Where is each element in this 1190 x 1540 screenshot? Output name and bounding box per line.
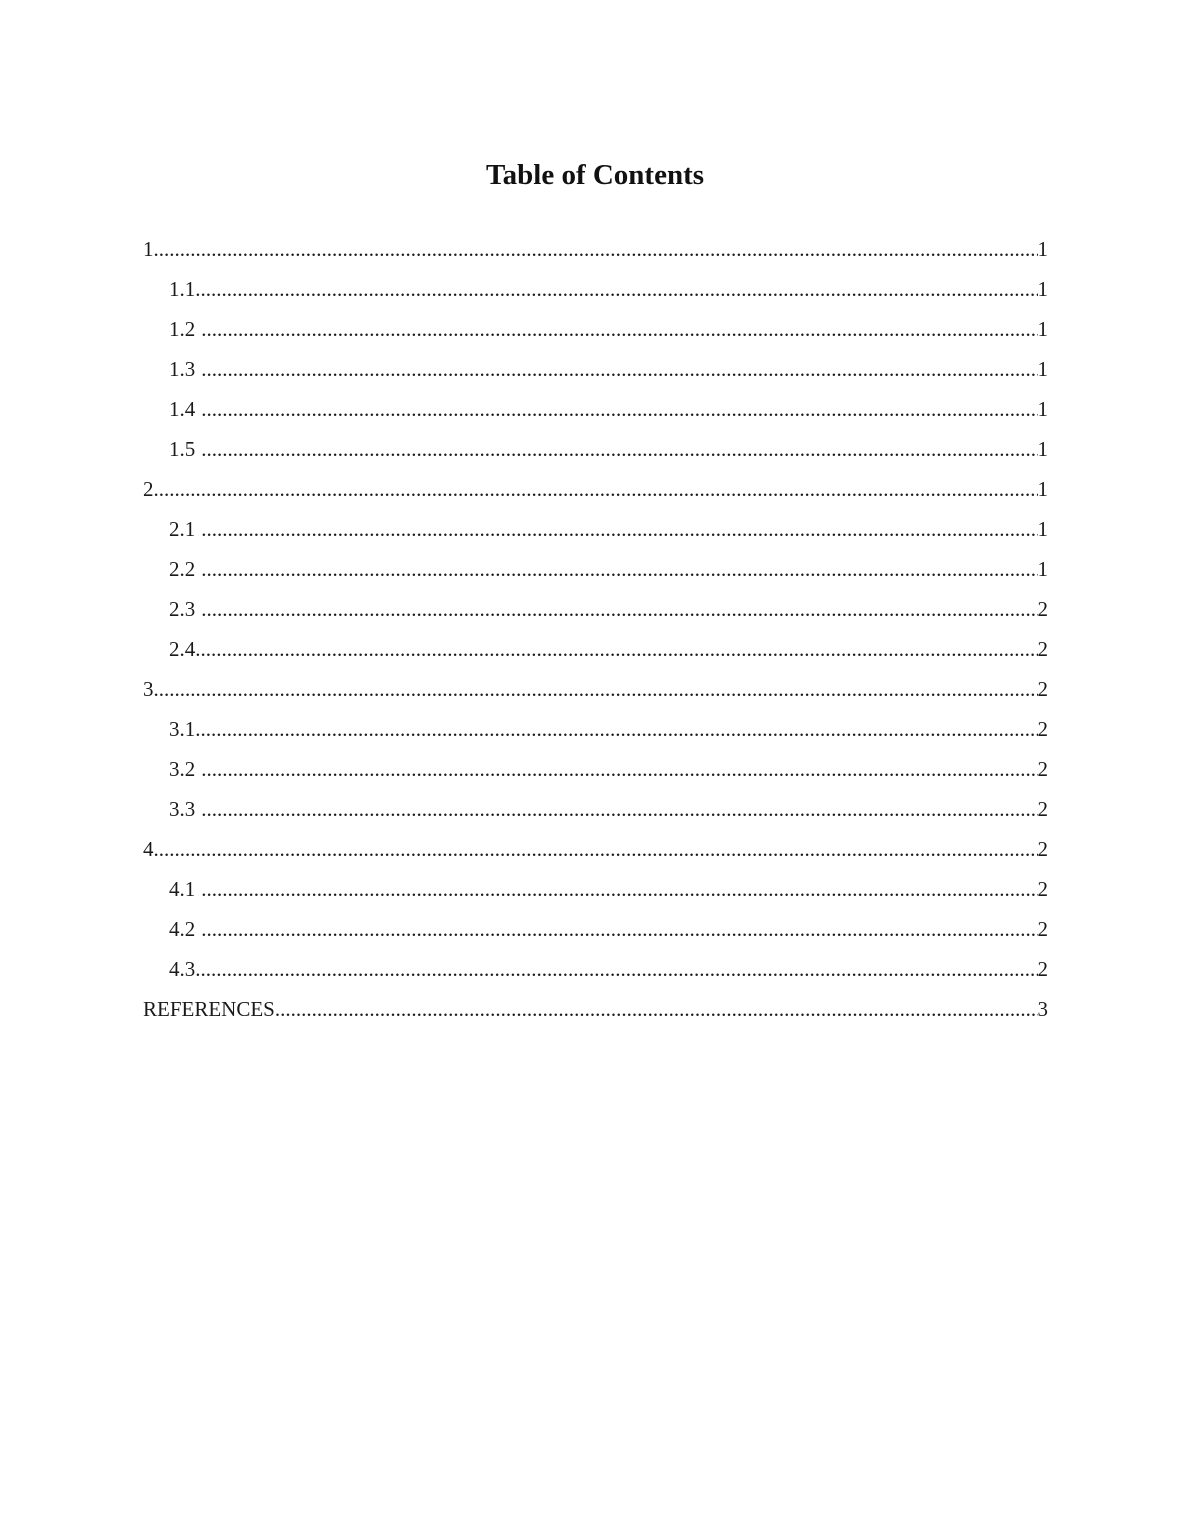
toc-entry[interactable]: [143, 829, 1048, 869]
toc-entry-label: 3.1: [169, 716, 196, 741]
toc-page-number: 2: [1037, 756, 1048, 781]
toc-page-number: 2: [1037, 796, 1048, 821]
toc-entry-label: 2.2: [169, 556, 196, 581]
toc-entry[interactable]: [143, 429, 1048, 469]
toc-entry-label: 4: [143, 836, 154, 861]
toc-entry-label: 1: [143, 236, 154, 261]
toc-entry[interactable]: [143, 469, 1048, 509]
toc-entry-label: 1.1: [169, 276, 196, 301]
toc-leader-dots: [201, 789, 1037, 829]
toc-entry-label: 4.2: [169, 916, 196, 941]
toc-leader-dots: [195, 269, 1037, 309]
toc-entry[interactable]: [143, 869, 1048, 909]
toc-entry-label: 2.1: [169, 516, 196, 541]
toc-page-number: 1: [1037, 556, 1048, 581]
toc-leader-dots: [195, 629, 1037, 669]
toc-entry-label: 2.4: [169, 636, 196, 661]
toc-page-number: 2: [1037, 916, 1048, 941]
toc-page-number: 2: [1037, 716, 1048, 741]
toc-entry[interactable]: [143, 909, 1048, 949]
toc-leader-dots: [201, 429, 1037, 469]
toc-entry[interactable]: [143, 509, 1048, 549]
toc-page-number: 1: [1037, 236, 1048, 261]
toc-page-number: 1: [1037, 516, 1048, 541]
toc-entry[interactable]: [143, 629, 1048, 669]
toc-entry[interactable]: [143, 949, 1048, 989]
toc-entry[interactable]: [143, 349, 1048, 389]
table-of-contents: [143, 229, 1048, 1029]
toc-page-number: 2: [1037, 596, 1048, 621]
toc-entry[interactable]: [143, 389, 1048, 429]
toc-page-number: 3: [1037, 996, 1048, 1021]
toc-entry[interactable]: [143, 549, 1048, 589]
toc-leader-dots: [195, 949, 1037, 989]
toc-entry-label: 3.3: [169, 796, 196, 821]
toc-entry[interactable]: [143, 229, 1048, 269]
toc-leader-dots: [154, 829, 1038, 869]
toc-page-number: 1: [1037, 396, 1048, 421]
toc-leader-dots: [201, 309, 1037, 349]
toc-entry-label: 1.3: [169, 356, 196, 381]
toc-page-number: 1: [1037, 276, 1048, 301]
toc-entry-label: 2.3: [169, 596, 196, 621]
toc-entry[interactable]: [143, 269, 1048, 309]
toc-entry[interactable]: [143, 749, 1048, 789]
toc-leader-dots: [201, 869, 1037, 909]
toc-entry-label: 4.1: [169, 876, 196, 901]
toc-leader-dots: [275, 989, 1038, 1029]
toc-leader-dots: [154, 669, 1038, 709]
toc-leader-dots: [201, 749, 1037, 789]
toc-page-number: 1: [1037, 476, 1048, 501]
toc-entry-label: 1.2: [169, 316, 196, 341]
toc-entry-label: 4.3: [169, 956, 196, 981]
toc-page-number: 1: [1037, 436, 1048, 461]
page-title: Table of Contents: [485, 159, 705, 191]
toc-entry-label: REFERENCES: [143, 996, 275, 1021]
toc-leader-dots: [201, 909, 1037, 949]
toc-page-number: 1: [1037, 316, 1048, 341]
toc-entry[interactable]: [143, 309, 1048, 349]
toc-entry-label: 1.5: [169, 436, 196, 461]
toc-leader-dots: [201, 509, 1037, 549]
toc-page-number: 2: [1037, 836, 1048, 861]
toc-page-number: 1: [1037, 356, 1048, 381]
toc-leader-dots: [154, 229, 1038, 269]
toc-leader-dots: [154, 469, 1038, 509]
toc-entry[interactable]: [143, 669, 1048, 709]
toc-entry[interactable]: [143, 989, 1048, 1029]
toc-entry[interactable]: [143, 789, 1048, 829]
toc-entry-label: 3.2: [169, 756, 196, 781]
toc-leader-dots: [201, 549, 1037, 589]
toc-page-number: 2: [1037, 676, 1048, 701]
toc-leader-dots: [201, 389, 1037, 429]
toc-entry-label: 1.4: [169, 396, 196, 421]
toc-leader-dots: [195, 709, 1037, 749]
toc-entry[interactable]: [143, 589, 1048, 629]
toc-entry-label: 3: [143, 676, 154, 701]
toc-page-number: 2: [1037, 636, 1048, 661]
toc-leader-dots: [201, 589, 1037, 629]
toc-page-number: 2: [1037, 876, 1048, 901]
toc-leader-dots: [201, 349, 1037, 389]
toc-entry[interactable]: [143, 709, 1048, 749]
toc-page-number: 2: [1037, 956, 1048, 981]
toc-entry-label: 2: [143, 476, 154, 501]
